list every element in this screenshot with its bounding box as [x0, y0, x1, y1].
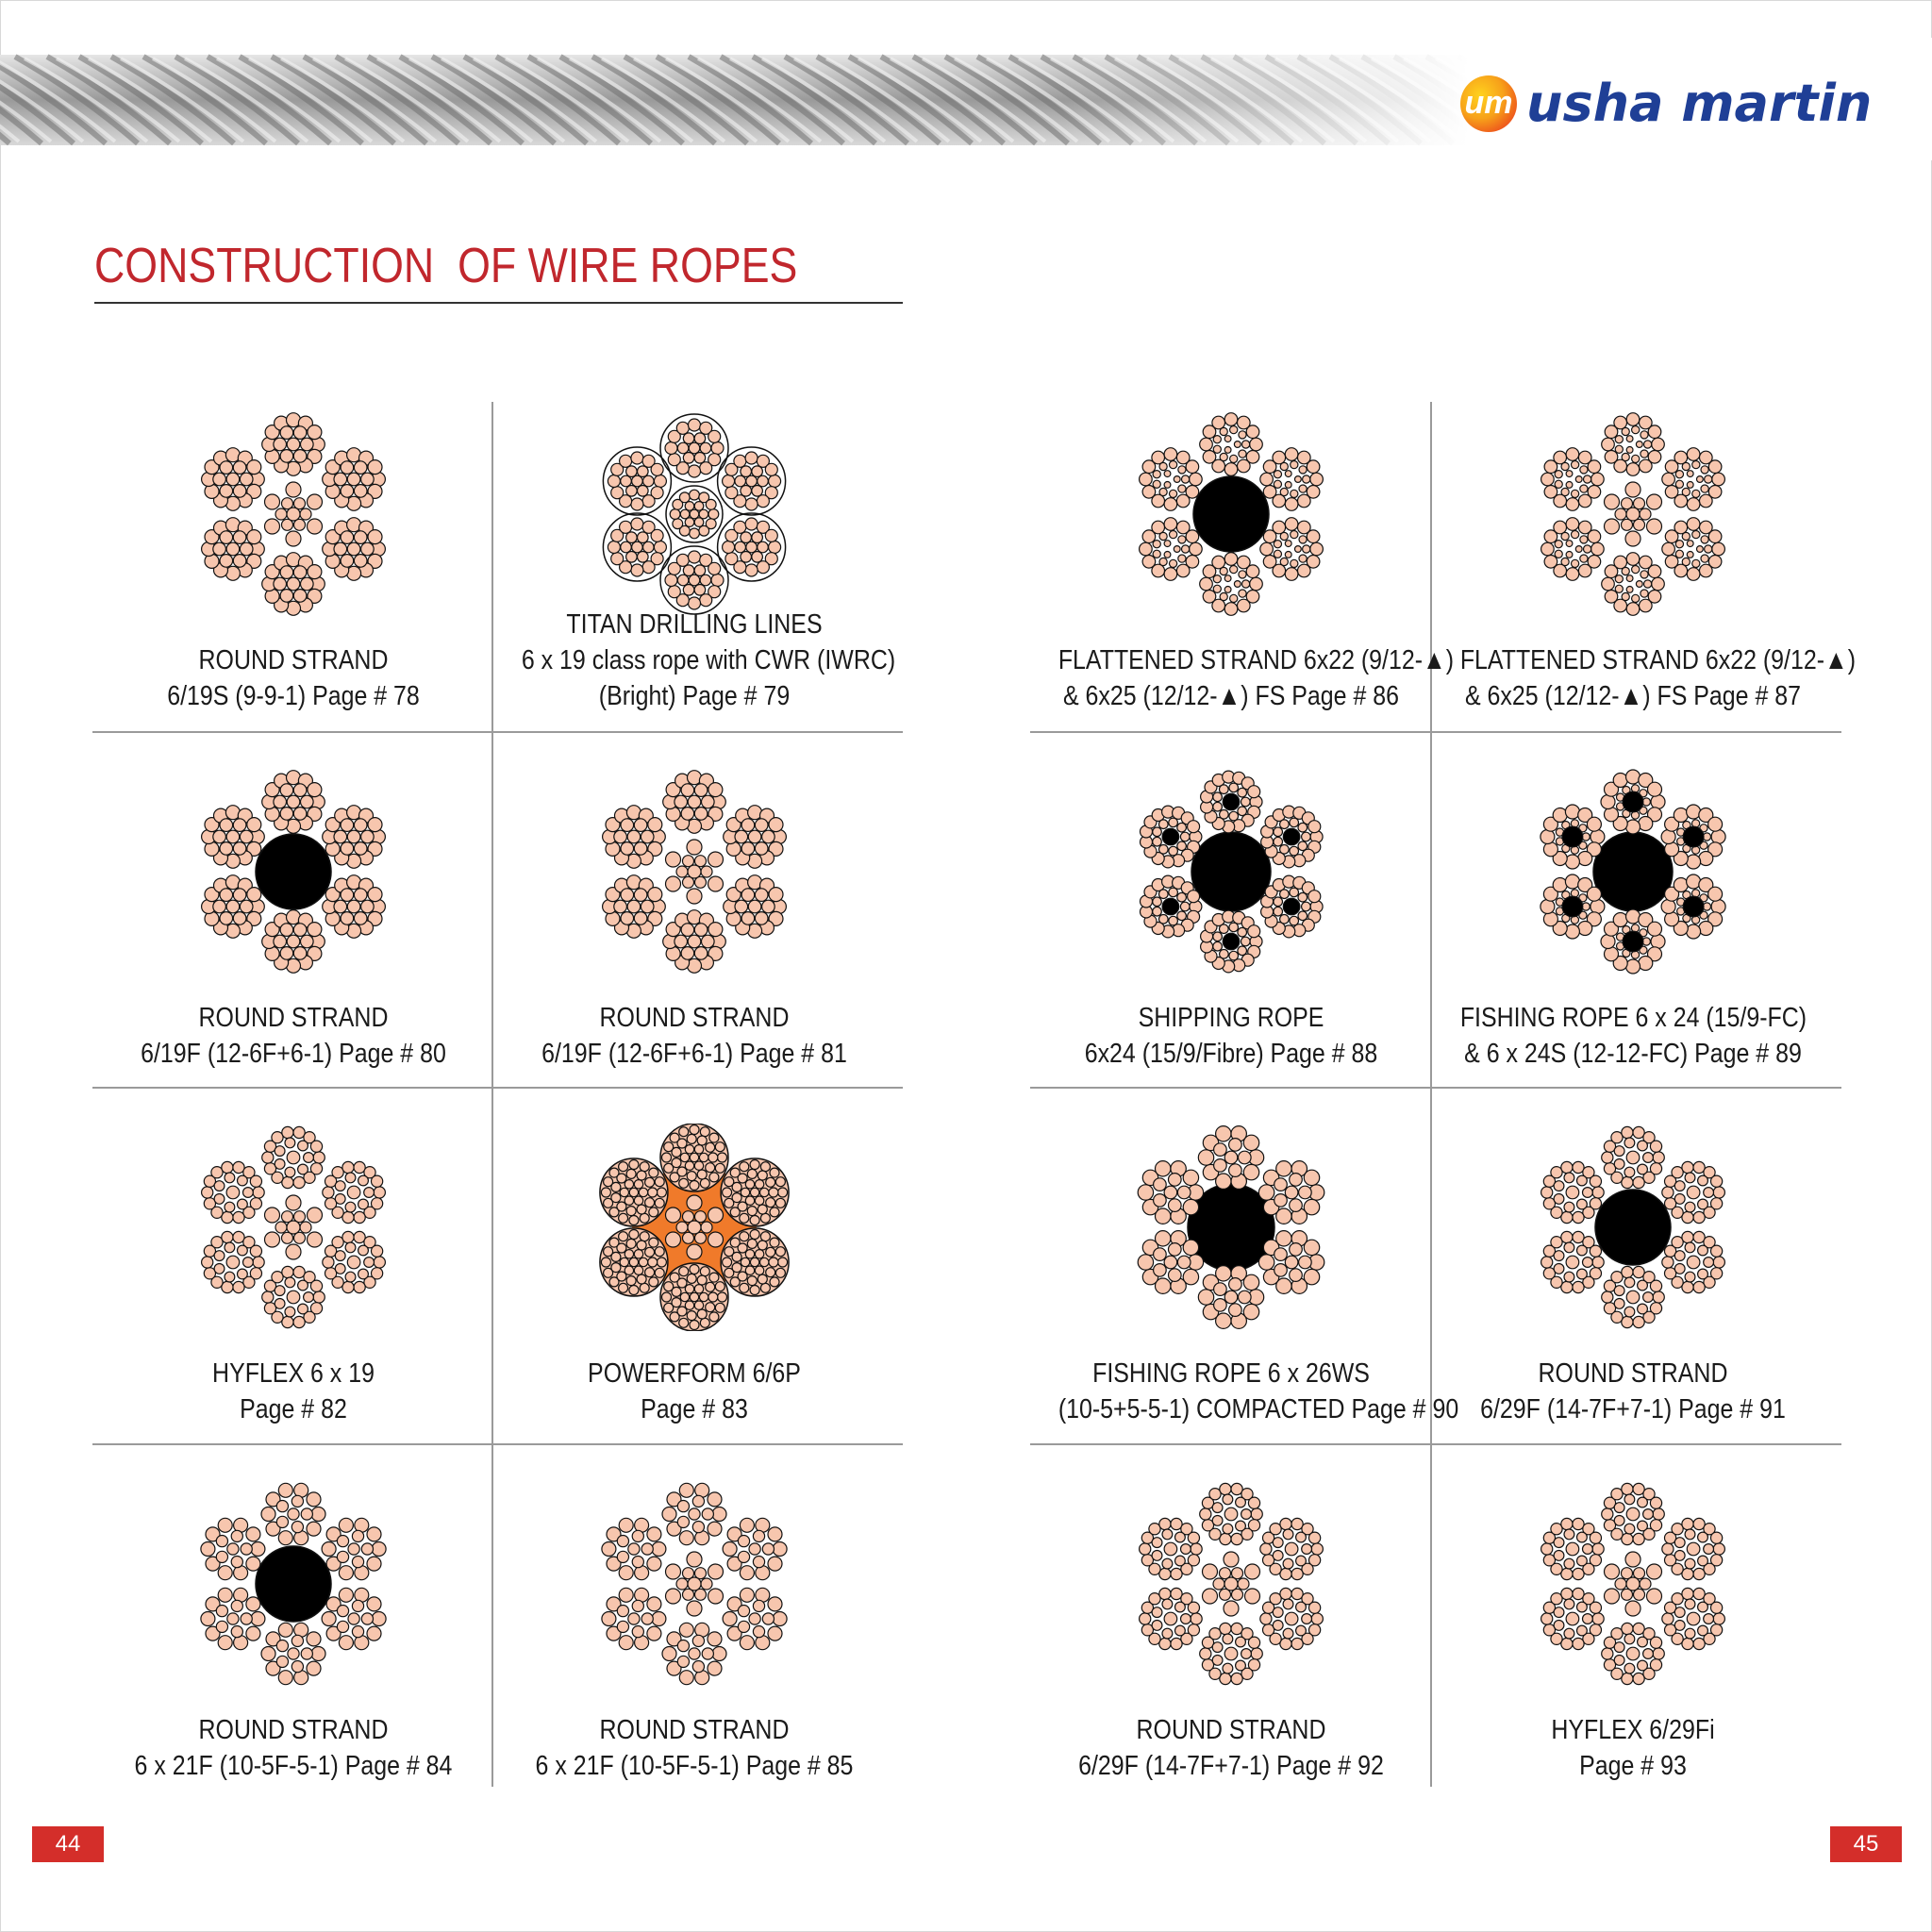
caption-line: FISHING ROPE 6 x 24 (15/9-FC)	[1459, 1003, 1807, 1033]
rope-cell	[1030, 1088, 1459, 1444]
rope-cross-section-icon	[1529, 410, 1737, 618]
rope-cell	[1030, 1444, 1432, 1801]
caption-line: FLATTENED STRAND 6x22 (9/12-▲)	[1058, 645, 1455, 675]
rope-cross-section-icon	[1127, 1480, 1335, 1688]
title-underline	[94, 302, 903, 304]
usha-martin-logo	[1460, 74, 1872, 133]
rope-cell	[493, 732, 895, 1089]
rope-cross-section-icon	[591, 1480, 798, 1688]
rope-caption	[493, 607, 895, 714]
rope-caption	[92, 1000, 494, 1072]
caption-line: 6/19F (12-6F+6-1) Page # 81	[541, 1039, 847, 1069]
rope-cross-section-icon	[190, 1480, 397, 1688]
rope-cross-section-icon	[1127, 1124, 1335, 1331]
rope-cross-section-icon	[591, 410, 798, 618]
caption-line: TITAN DRILLING LINES	[566, 609, 823, 640]
rope-cell	[92, 732, 494, 1089]
rope-cross-section-icon	[1529, 1480, 1737, 1688]
caption-line: ROUND STRAND	[1136, 1715, 1326, 1745]
caption-line: (10-5+5-5-1) COMPACTED Page # 90	[1058, 1394, 1459, 1424]
caption-line: & 6x25 (12/12-▲) FS Page # 87	[1464, 681, 1802, 711]
rope-caption	[1030, 1000, 1432, 1072]
rope-caption	[1030, 1712, 1432, 1784]
caption-line: 6 x 19 class rope with CWR (IWRC)	[521, 645, 896, 675]
caption-line: & 6x25 (12/12-▲) FS Page # 86	[1062, 681, 1400, 711]
caption-line: ROUND STRAND	[1538, 1358, 1728, 1389]
rope-cross-section-icon	[190, 410, 397, 618]
rope-caption	[493, 1356, 895, 1427]
rope-caption	[1432, 642, 1857, 714]
rope-cross-section-icon	[1529, 1124, 1737, 1331]
rope-cell	[1432, 1444, 1834, 1801]
rope-cross-section-icon	[1127, 410, 1335, 618]
caption-line: Page # 83	[641, 1394, 748, 1424]
rope-cell	[493, 1444, 895, 1801]
brand-name: usha martin	[1526, 74, 1873, 133]
caption-line: 6/29F (14-7F+7-1) Page # 92	[1078, 1751, 1384, 1781]
rope-caption	[1030, 642, 1455, 714]
caption-line: 6/19F (12-6F+6-1) Page # 80	[141, 1039, 446, 1069]
rope-cell	[1432, 1088, 1834, 1444]
page-number-left: 44	[32, 1826, 104, 1862]
caption-line: Page # 82	[240, 1394, 347, 1424]
caption-line: FISHING ROPE 6 x 26WS	[1092, 1358, 1370, 1389]
rope-caption	[493, 1712, 895, 1784]
caption-line: HYFLEX 6/29Fi	[1551, 1715, 1715, 1745]
caption-line: 6x24 (15/9/Fibre) Page # 88	[1084, 1039, 1378, 1069]
rope-caption	[92, 1356, 494, 1427]
rope-cell	[1432, 375, 1857, 731]
caption-line: ROUND STRAND	[599, 1715, 790, 1745]
rope-cross-section-icon	[190, 1124, 397, 1331]
logo-mark-icon: um	[1460, 75, 1517, 132]
caption-line: POWERFORM 6/6P	[588, 1358, 801, 1389]
rope-cell	[92, 375, 494, 731]
rope-cell	[493, 375, 895, 731]
caption-line: Page # 93	[1579, 1751, 1687, 1781]
caption-line: ROUND STRAND	[198, 1715, 389, 1745]
rope-cell	[92, 1444, 494, 1801]
rope-cross-section-icon	[591, 1124, 798, 1331]
caption-line: 6 x 21F (10-5F-5-1) Page # 84	[134, 1751, 453, 1781]
caption-line: 6/19S (9-9-1) Page # 78	[167, 681, 420, 711]
caption-line: & 6 x 24S (12-12-FC) Page # 89	[1464, 1039, 1802, 1069]
rope-caption	[92, 1712, 494, 1784]
rope-cell	[1432, 732, 1834, 1089]
rope-cell	[1030, 732, 1432, 1089]
caption-line: (Bright) Page # 79	[598, 681, 791, 711]
caption-line: ROUND STRAND	[599, 1003, 790, 1033]
page-number-right: 45	[1830, 1826, 1902, 1862]
rope-caption	[1030, 1356, 1459, 1427]
rope-caption	[92, 642, 494, 714]
rope-caption	[1432, 1000, 1834, 1072]
caption-line: ROUND STRAND	[198, 645, 389, 675]
rope-cross-section-icon	[190, 768, 397, 975]
caption-line: HYFLEX 6 x 19	[212, 1358, 375, 1389]
rope-cell	[493, 1088, 895, 1444]
rope-cross-section-icon	[591, 768, 798, 975]
rope-caption	[493, 1000, 895, 1072]
caption-line: SHIPPING ROPE	[1138, 1003, 1324, 1033]
rope-cell	[1030, 375, 1455, 731]
caption-line: 6/29F (14-7F+7-1) Page # 91	[1480, 1394, 1786, 1424]
caption-line: FLATTENED STRAND 6x22 (9/12-▲)	[1459, 645, 1857, 675]
rope-caption	[1432, 1356, 1834, 1427]
page-title: CONSTRUCTION OF WIRE ROPES	[94, 239, 798, 293]
caption-line: ROUND STRAND	[198, 1003, 389, 1033]
rope-cross-section-icon	[1529, 768, 1737, 975]
rope-cross-section-icon	[1127, 768, 1335, 975]
caption-line: 6 x 21F (10-5F-5-1) Page # 85	[535, 1751, 854, 1781]
rope-caption	[1432, 1712, 1834, 1784]
rope-cell	[92, 1088, 494, 1444]
